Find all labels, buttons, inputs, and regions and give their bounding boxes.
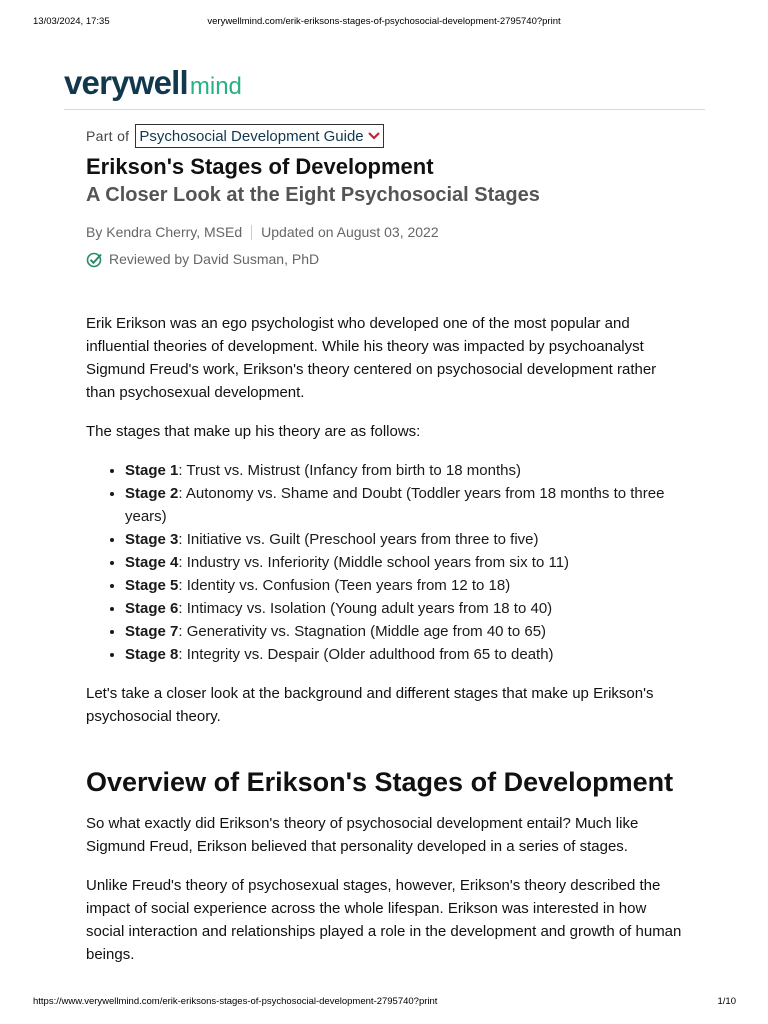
closer-look-paragraph: Let's take a closer look at the background and different stages that make up Erikson's psychosocial theory. bbox=[86, 685, 654, 725]
article-title: Erikson's Stages of Development bbox=[86, 154, 434, 179]
part-of-row bbox=[86, 124, 686, 148]
byline bbox=[86, 223, 686, 241]
print-url: verywellmind.com/erik-eriksons-stages-of-psychosocial-development-2795740?print bbox=[207, 16, 561, 27]
header-divider bbox=[64, 109, 705, 110]
chevron-down-icon bbox=[368, 129, 380, 143]
list-item: • Stage 7: Generativity vs. Stagnation (Middle age from 40 to 65) bbox=[125, 620, 686, 643]
list-item: • Stage 2: Autonomy vs. Shame and Doubt (Toddler years from 18 months to three years) bbox=[125, 482, 686, 528]
section-heading: Overview of Erikson's Stages of Development bbox=[86, 767, 674, 797]
guide-dropdown-label: Psychosocial Development Guide bbox=[139, 127, 364, 145]
reviewed-row bbox=[86, 250, 686, 268]
list-item: • Stage 4: Industry vs. Inferiority (Middle school years from six to 11) bbox=[125, 551, 686, 574]
footer-url: https://www.verywellmind.com/erik-eriksons-stages-of-psychosocial-development-2795740?print bbox=[33, 996, 438, 1007]
reviewed-by[interactable]: Reviewed by David Susman, PhD bbox=[109, 251, 320, 267]
intro-paragraph: Erik Erikson was an ego psychologist who developed one of the most popular and influential theories of development. While his theory was impacted by psychoanalyst Sigmund Freud's work, Erikson's theory centered on psychosocial development rather than psychosexual development. bbox=[86, 315, 657, 401]
print-datetime: 13/03/2024, 17:35 bbox=[33, 16, 110, 27]
stages-list bbox=[86, 459, 686, 666]
site-logo[interactable] bbox=[64, 64, 242, 104]
list-item: • Stage 8: Integrity vs. Despair (Older adulthood from 65 to death) bbox=[125, 643, 686, 666]
list-item: • Stage 5: Identity vs. Confusion (Teen years from 12 to 18) bbox=[125, 574, 686, 597]
list-item: • Stage 3: Initiative vs. Guilt (Preschool years from three to five) bbox=[125, 528, 686, 551]
stages-intro: The stages that make up his theory are as follows: bbox=[86, 423, 421, 440]
logo-main-text: verywell bbox=[64, 64, 188, 101]
check-badge-icon bbox=[86, 251, 103, 268]
part-of-label: Part of bbox=[86, 128, 130, 144]
section-paragraph-1: So what exactly did Erikson's theory of psychosocial development entail? Much like Sigmund Freud, Erikson believed that personality developed in a series of stages. bbox=[86, 815, 639, 855]
guide-dropdown[interactable] bbox=[135, 124, 383, 148]
article bbox=[86, 124, 686, 966]
logo-sub-text: mind bbox=[189, 73, 242, 100]
list-item: • Stage 6: Intimacy vs. Isolation (Young adult years from 18 to 40) bbox=[125, 597, 686, 620]
byline-separator bbox=[251, 225, 252, 240]
section-paragraph-2: Unlike Freud's theory of psychosexual stages, however, Erikson's theory described the impact of social experience across the whole lifespan. Erikson was interested in how social interaction and relationships played a role in the development and growth of human beings. bbox=[86, 877, 682, 963]
page-number: 1/10 bbox=[717, 996, 736, 1007]
list-item: • Stage 1: Trust vs. Mistrust (Infancy from birth to 18 months) bbox=[125, 459, 686, 482]
updated-date: Updated on August 03, 2022 bbox=[261, 224, 439, 240]
author[interactable]: By Kendra Cherry, MSEd bbox=[86, 224, 243, 240]
article-subtitle: A Closer Look at the Eight Psychosocial Stages bbox=[86, 184, 540, 206]
